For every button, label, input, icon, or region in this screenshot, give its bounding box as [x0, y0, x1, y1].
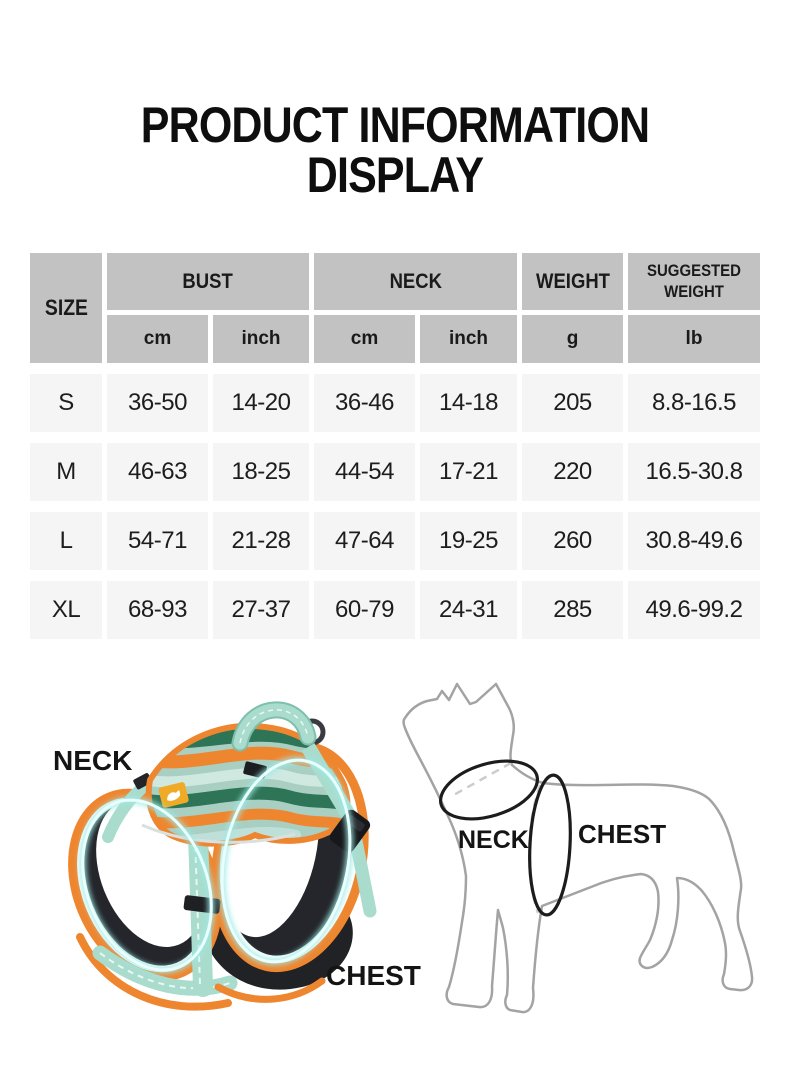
table-row-l [30, 512, 760, 570]
table-row-m [30, 443, 760, 501]
unit-cell-neck-cm: cm [314, 315, 415, 363]
cell-size: M [30, 443, 102, 501]
cell-neck-inch: 17-21 [420, 443, 517, 501]
header-cell-bust: BUST [107, 253, 309, 310]
size-chart-table [30, 253, 760, 639]
cell-bust-inch: 27-37 [213, 581, 309, 639]
dog-chest-label: CHEST [578, 819, 667, 849]
cell-weight-g: 205 [522, 374, 623, 432]
header-cell-size: SIZE [30, 253, 102, 363]
unit-cell-weight-g: g [522, 315, 623, 363]
unit-cell-bust-cm: cm [107, 315, 208, 363]
dog-neck-label: NECK [458, 826, 529, 854]
page-title-line2: DISPLAY [306, 147, 484, 203]
table-row-xl [30, 581, 760, 639]
cell-size: L [30, 512, 102, 570]
cell-neck-inch: 19-25 [420, 512, 517, 570]
header-cell-suggested-weight: SUGGESTED WEIGHT [628, 253, 760, 310]
cell-bust-inch: 21-28 [213, 512, 309, 570]
page-title-line1: PRODUCT INFORMATION [140, 97, 650, 153]
cell-suggested-lb: 49.6-99.2 [628, 581, 760, 639]
cell-neck-cm: 47-64 [314, 512, 415, 570]
header-cell-weight: WEIGHT [522, 253, 623, 310]
cell-bust-cm: 54-71 [107, 512, 208, 570]
cell-suggested-lb: 16.5-30.8 [628, 443, 760, 501]
harness-neck-label: NECK [53, 745, 133, 776]
cell-bust-cm: 36-50 [107, 374, 208, 432]
cell-neck-inch: 24-31 [420, 581, 517, 639]
cell-bust-inch: 14-20 [213, 374, 309, 432]
header-cell-neck: NECK [314, 253, 517, 310]
dog-illustration [395, 670, 775, 1030]
cell-suggested-lb: 8.8-16.5 [628, 374, 760, 432]
cell-weight-g: 220 [522, 443, 623, 501]
cell-neck-cm: 36-46 [314, 374, 415, 432]
unit-cell-bust-inch: inch [213, 315, 309, 363]
unit-cell-neck-inch: inch [420, 315, 517, 363]
cell-bust-inch: 18-25 [213, 443, 309, 501]
table-row-s [30, 374, 760, 432]
page-title [55, 97, 734, 203]
cell-suggested-lb: 30.8-49.6 [628, 512, 760, 570]
cell-weight-g: 285 [522, 581, 623, 639]
harness-chest-label: CHEST [326, 960, 421, 991]
cell-bust-cm: 68-93 [107, 581, 208, 639]
cell-neck-cm: 44-54 [314, 443, 415, 501]
unit-cell-suggested-lb: lb [628, 315, 760, 363]
cell-weight-g: 260 [522, 512, 623, 570]
cell-size: S [30, 374, 102, 432]
cell-neck-cm: 60-79 [314, 581, 415, 639]
table-header [30, 253, 760, 363]
cell-neck-inch: 14-18 [420, 374, 517, 432]
cell-bust-cm: 46-63 [107, 443, 208, 501]
cell-size: XL [30, 581, 102, 639]
